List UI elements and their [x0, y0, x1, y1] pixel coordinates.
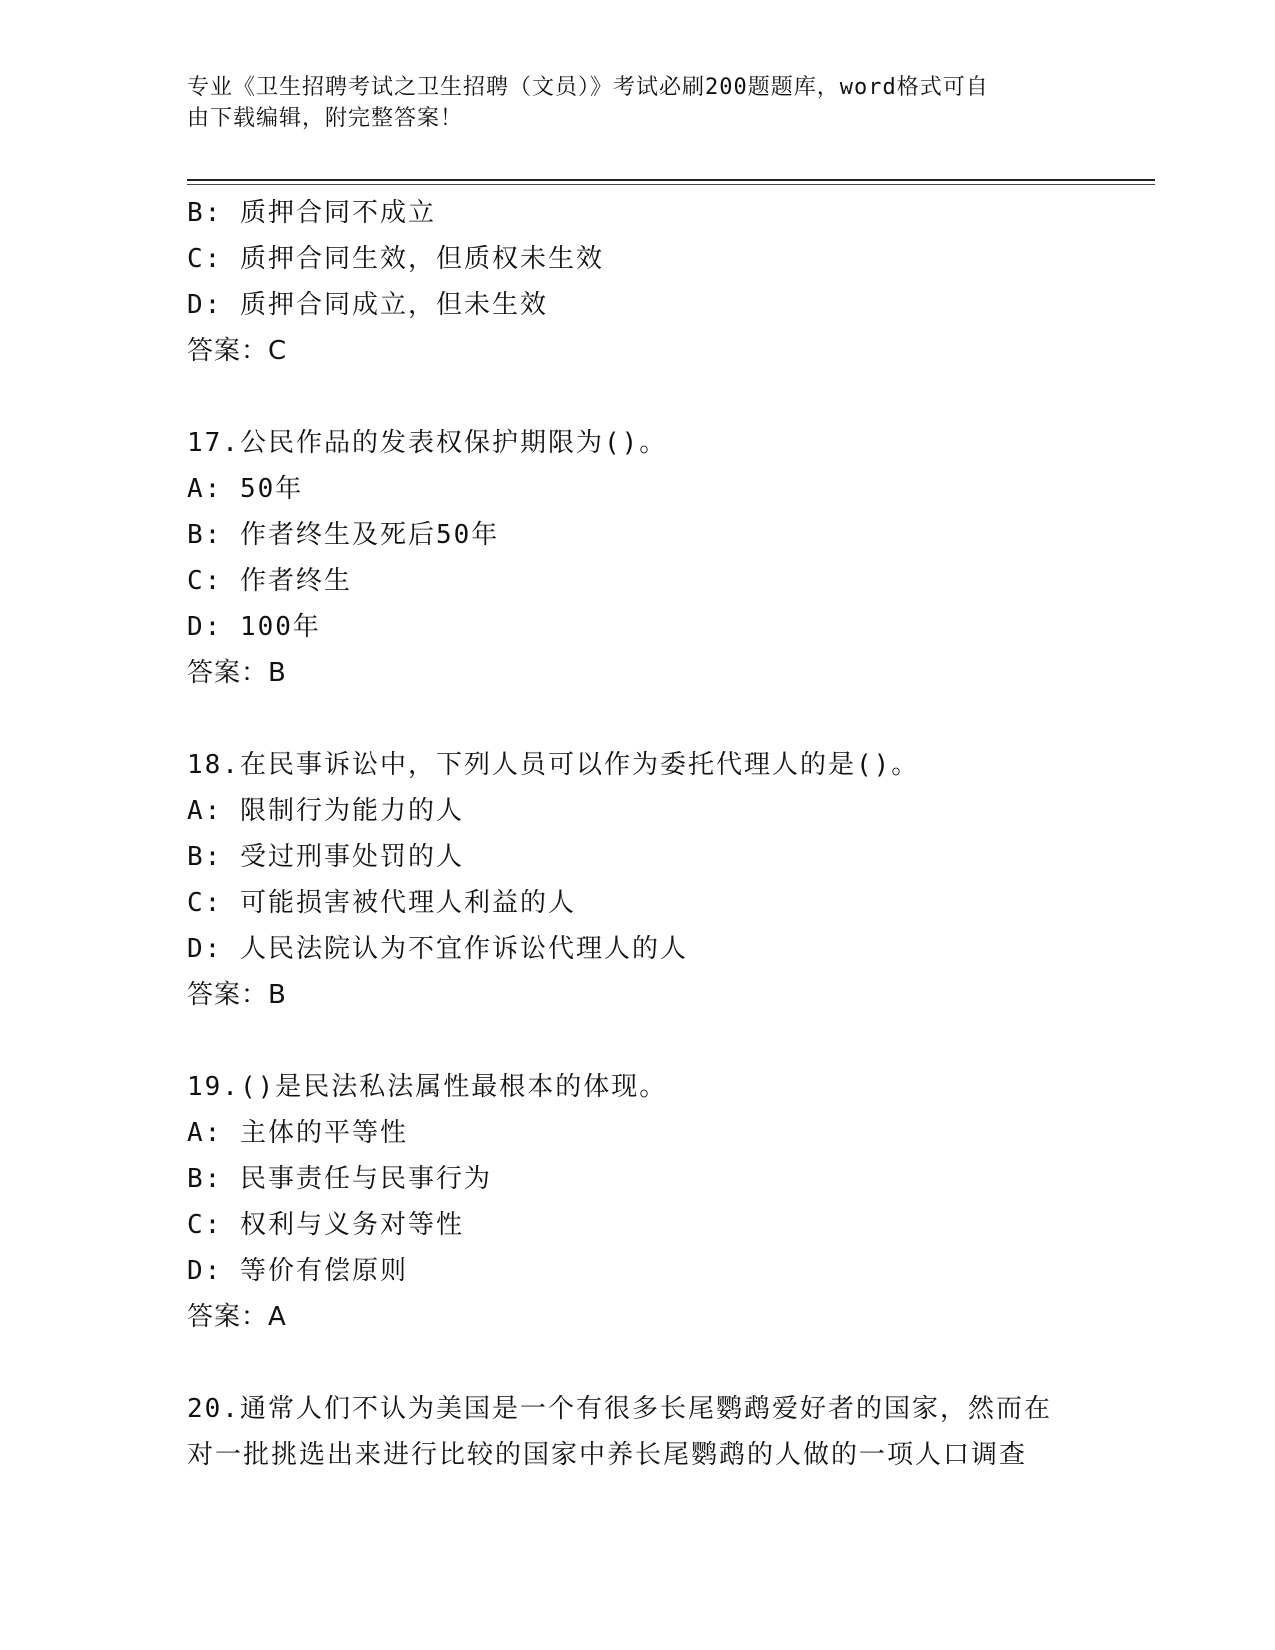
option-d: D: 质押合同成立，但未生效 [187, 290, 548, 320]
spacer [187, 1018, 1087, 1064]
question-16-partial [187, 190, 1087, 374]
spacer [187, 1340, 1087, 1386]
option-b: B: 作者终生及死后50年 [187, 520, 500, 550]
answer: 答案：B [187, 980, 287, 1010]
header-divider-thin [187, 184, 1155, 185]
question-stem-line-1: 20.通常人们不认为美国是一个有很多长尾鹦鹉爱好者的国家，然而在 [187, 1394, 1052, 1424]
option-b: B: 民事责任与民事行为 [187, 1164, 492, 1194]
option-b: B: 受过刑事处罚的人 [187, 842, 464, 872]
header-divider-thick [187, 179, 1155, 181]
question-stem: 17.公民作品的发表权保护期限为()。 [187, 428, 668, 458]
option-c: C: 可能损害被代理人利益的人 [187, 888, 576, 918]
document-body [187, 190, 1087, 1478]
spacer [187, 696, 1087, 742]
question-19 [187, 1064, 1087, 1340]
option-c: C: 作者终生 [187, 566, 352, 596]
option-c: C: 质押合同生效，但质权未生效 [187, 244, 604, 274]
option-d: D: 等价有偿原则 [187, 1256, 408, 1286]
option-a: A: 主体的平等性 [187, 1118, 408, 1148]
question-stem: 19.()是民法私法属性最根本的体现。 [187, 1072, 668, 1102]
question-20 [187, 1386, 1087, 1478]
option-b: B: 质押合同不成立 [187, 198, 436, 228]
answer: 答案：C [187, 336, 288, 366]
document-header [187, 72, 1067, 134]
header-line-1: 专业《卫生招聘考试之卫生招聘（文员）》考试必刷200题题库，word格式可自 [187, 75, 989, 100]
question-17 [187, 420, 1087, 696]
question-stem-line-2: 对一批挑选出来进行比较的国家中养长尾鹦鹉的人做的一项人口调查 [187, 1440, 1028, 1470]
option-a: A: 限制行为能力的人 [187, 796, 464, 826]
option-d: D: 100年 [187, 612, 321, 642]
option-c: C: 权利与义务对等性 [187, 1210, 464, 1240]
spacer [187, 374, 1087, 420]
option-d: D: 人民法院认为不宜作诉讼代理人的人 [187, 934, 688, 964]
answer: 答案：B [187, 658, 287, 688]
answer: 答案：A [187, 1302, 287, 1332]
header-line-2: 由下载编辑，附完整答案！ [187, 106, 464, 131]
question-stem: 18.在民事诉讼中，下列人员可以作为委托代理人的是()。 [187, 750, 920, 780]
question-18 [187, 742, 1087, 1018]
option-a: A: 50年 [187, 474, 304, 504]
